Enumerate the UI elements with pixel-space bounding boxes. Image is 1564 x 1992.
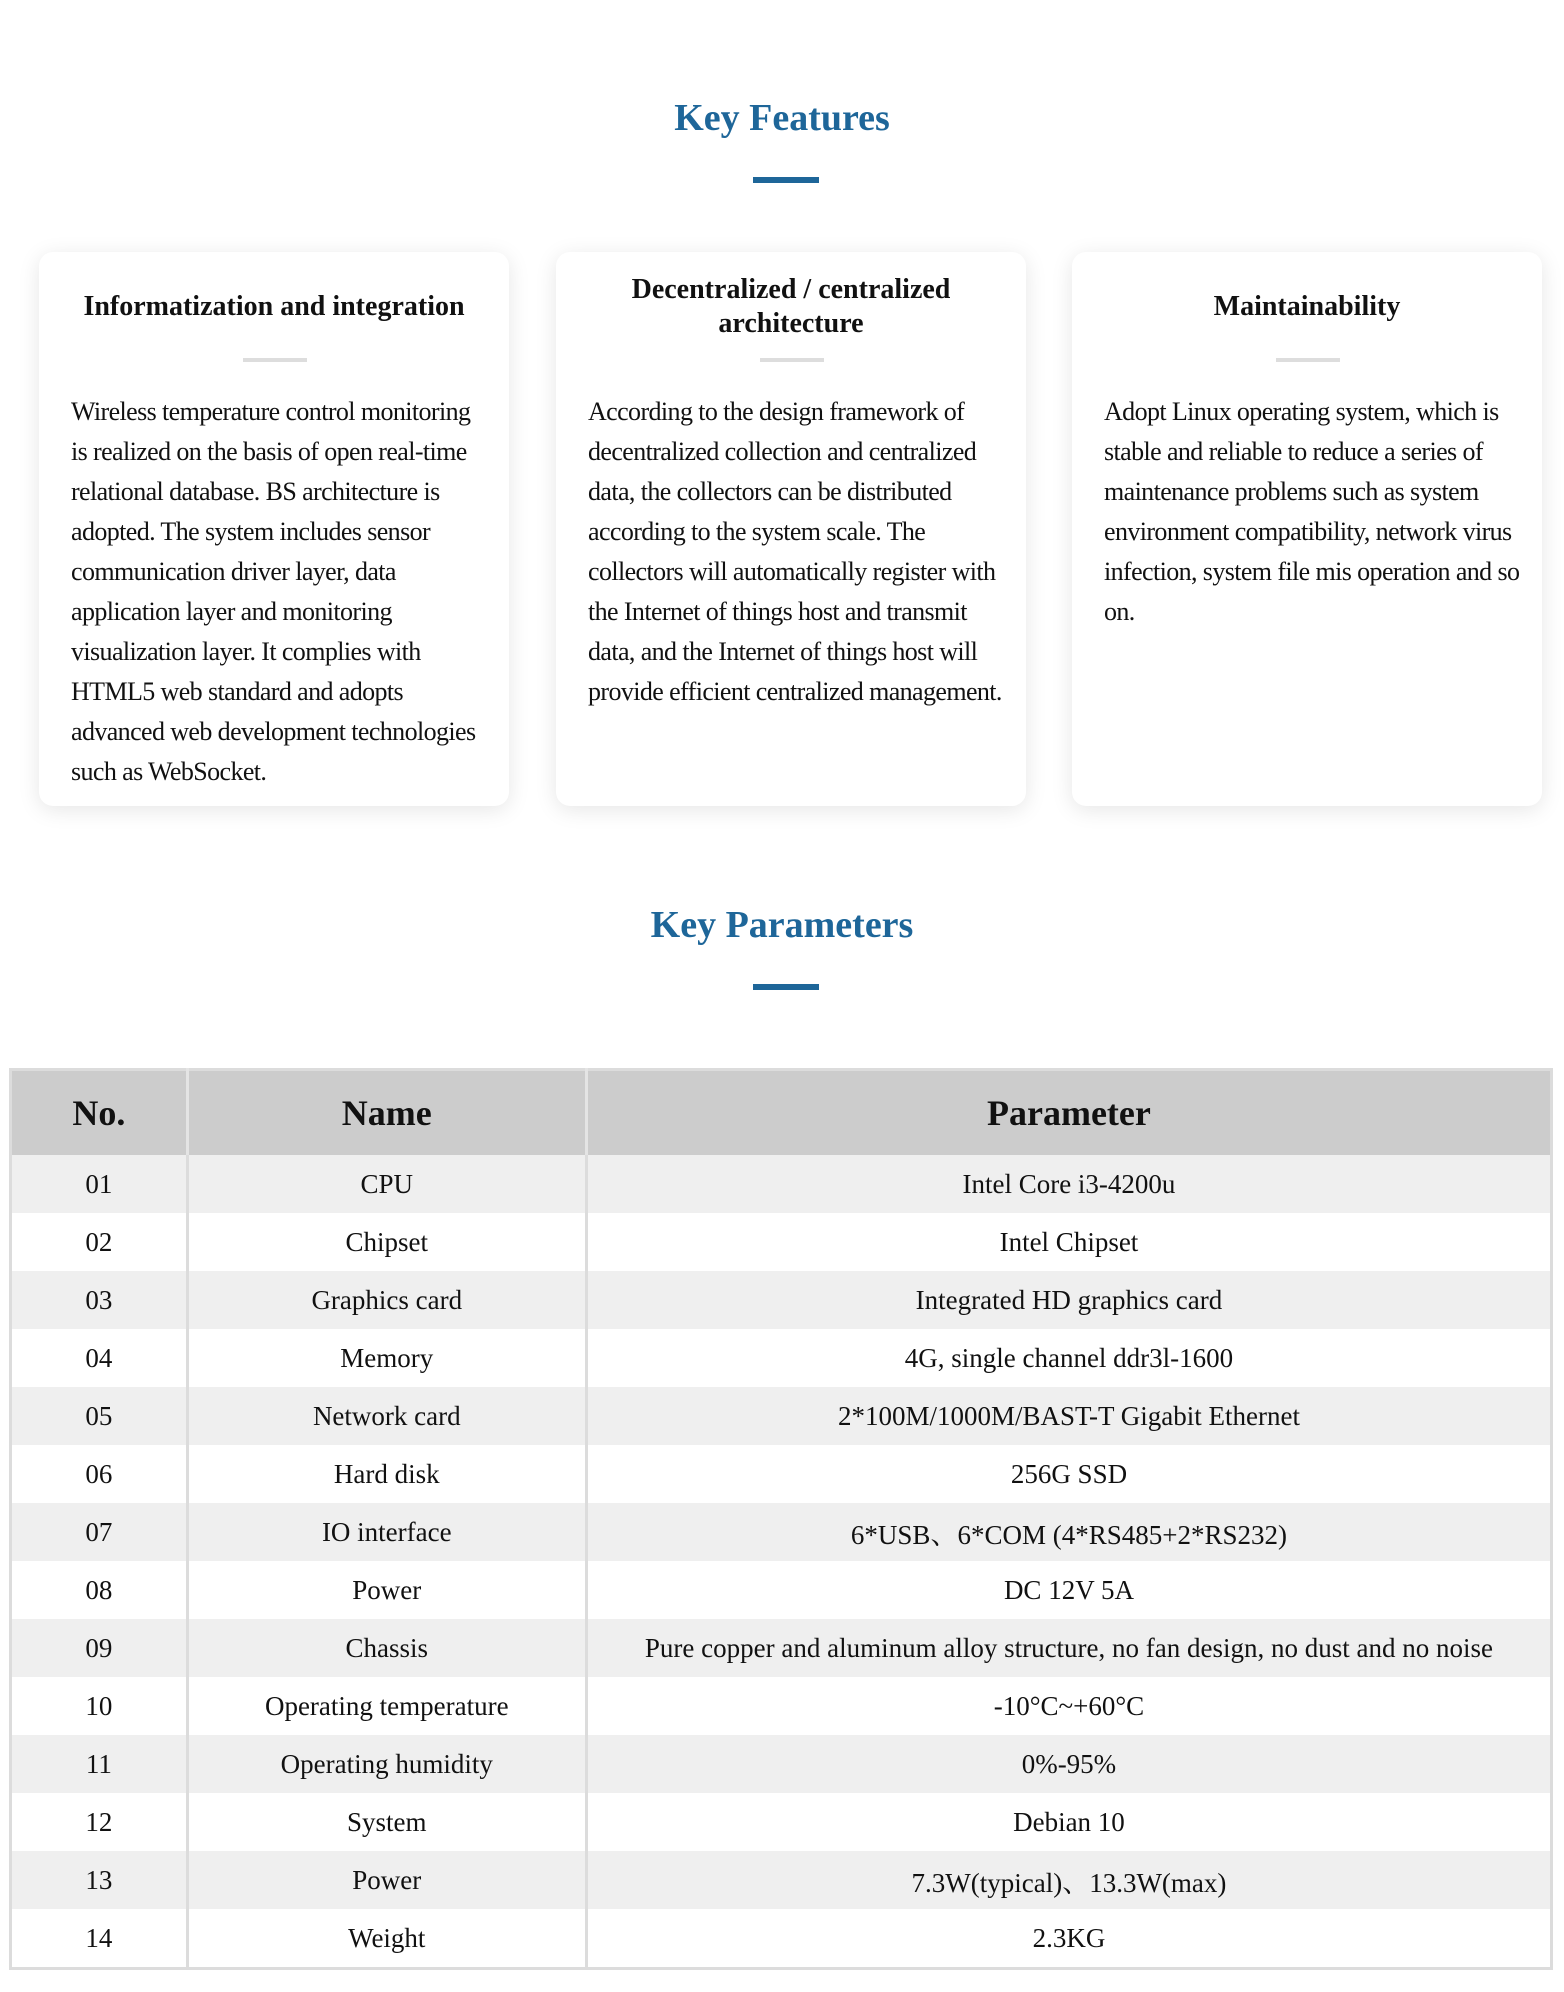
cell-parameter: 0%-95% xyxy=(586,1735,1551,1793)
header-no: No. xyxy=(11,1070,188,1156)
cell-name: Graphics card xyxy=(187,1271,586,1329)
feature-card-divider xyxy=(1276,358,1340,362)
cell-name: Power xyxy=(187,1851,586,1909)
table-row xyxy=(11,1909,1552,1969)
cell-parameter: Integrated HD graphics card xyxy=(586,1271,1551,1329)
feature-card-body: Adopt Linux operating system, which is stable and reliable to reduce a series of maintenance problems such as system environment compatibility, network virus infection, system file mis operation and so on. xyxy=(1104,397,1520,626)
key-features-title: Key Features xyxy=(674,97,890,139)
cell-name: Hard disk xyxy=(187,1445,586,1503)
cell-parameter: Intel Chipset xyxy=(586,1213,1551,1271)
feature-card-informatization xyxy=(39,252,509,806)
cell-no: 06 xyxy=(11,1445,188,1503)
table-row xyxy=(11,1793,1552,1851)
table-row xyxy=(11,1677,1552,1735)
header-parameter: Parameter xyxy=(586,1070,1551,1156)
cell-no: 04 xyxy=(11,1329,188,1387)
cell-no: 08 xyxy=(11,1561,188,1619)
cell-no: 11 xyxy=(11,1735,188,1793)
cell-parameter: 4G, single channel ddr3l-1600 xyxy=(586,1329,1551,1387)
table-row xyxy=(11,1155,1552,1213)
table-row xyxy=(11,1387,1552,1445)
cell-name: IO interface xyxy=(187,1503,586,1561)
parameters-header-row xyxy=(11,1070,1552,1156)
cell-name: Memory xyxy=(187,1329,586,1387)
cell-parameter: 2.3KG xyxy=(586,1909,1551,1969)
feature-card-body: According to the design framework of decentralized collection and centralized data, the collectors can be distributed according to the system scale. The collectors will automatically register with the Internet of things host and transmit data, and the Internet of things host will provide efficient centralized management. xyxy=(588,397,1002,706)
key-parameters-rule xyxy=(753,984,819,990)
cell-no: 07 xyxy=(11,1503,188,1561)
key-parameters-title: Key Parameters xyxy=(650,904,914,946)
cell-name: CPU xyxy=(187,1155,586,1213)
feature-card-title: Decentralized / centralized architecture xyxy=(631,274,951,339)
feature-card-divider xyxy=(243,358,307,362)
cell-parameter: Intel Core i3-4200u xyxy=(586,1155,1551,1213)
key-features-rule xyxy=(753,177,819,183)
cell-name: Weight xyxy=(187,1909,586,1969)
table-row xyxy=(11,1503,1552,1561)
cell-no: 09 xyxy=(11,1619,188,1677)
cell-no: 03 xyxy=(11,1271,188,1329)
feature-card-architecture xyxy=(556,252,1026,806)
cell-no: 13 xyxy=(11,1851,188,1909)
table-row xyxy=(11,1619,1552,1677)
cell-parameter: 7.3W(typical)、13.3W(max) xyxy=(586,1851,1551,1909)
cell-no: 02 xyxy=(11,1213,188,1271)
cell-parameter: 6*USB、6*COM (4*RS485+2*RS232) xyxy=(586,1503,1551,1561)
cell-no: 05 xyxy=(11,1387,188,1445)
table-row xyxy=(11,1561,1552,1619)
table-row xyxy=(11,1329,1552,1387)
cell-no: 12 xyxy=(11,1793,188,1851)
feature-card-body: Wireless temperature control monitoring is realized on the basis of open real-time relational database. BS architecture is adopted. The system includes sensor communication driver layer, data application layer and monitoring visualization layer. It complies with HTML5 web standard and adopts advanced web development technologies such as WebSocket. xyxy=(71,397,476,786)
table-row xyxy=(11,1271,1552,1329)
cell-name: Chipset xyxy=(187,1213,586,1271)
feature-card-maintainability xyxy=(1072,252,1542,806)
cell-parameter: Debian 10 xyxy=(586,1793,1551,1851)
parameters-table xyxy=(9,1068,1553,1970)
cell-parameter: DC 12V 5A xyxy=(586,1561,1551,1619)
feature-card-divider xyxy=(760,358,824,362)
table-row xyxy=(11,1735,1552,1793)
header-name: Name xyxy=(187,1070,586,1156)
cell-parameter: 256G SSD xyxy=(586,1445,1551,1503)
cell-name: Network card xyxy=(187,1387,586,1445)
cell-name: Chassis xyxy=(187,1619,586,1677)
cell-parameter: Pure copper and aluminum alloy structure, no fan design, no dust and no noise xyxy=(586,1619,1551,1677)
feature-card-title: Maintainability xyxy=(1213,291,1401,322)
feature-card-title: Informatization and integration xyxy=(83,291,465,322)
cell-name: Operating humidity xyxy=(187,1735,586,1793)
cell-name: System xyxy=(187,1793,586,1851)
cell-parameter: 2*100M/1000M/BAST-T Gigabit Ethernet xyxy=(586,1387,1551,1445)
cell-parameter: -10°C~+60°C xyxy=(586,1677,1551,1735)
table-row xyxy=(11,1213,1552,1271)
cell-no: 10 xyxy=(11,1677,188,1735)
cell-no: 01 xyxy=(11,1155,188,1213)
cell-name: Operating temperature xyxy=(187,1677,586,1735)
cell-no: 14 xyxy=(11,1909,188,1969)
cell-name: Power xyxy=(187,1561,586,1619)
table-row xyxy=(11,1445,1552,1503)
table-row xyxy=(11,1851,1552,1909)
